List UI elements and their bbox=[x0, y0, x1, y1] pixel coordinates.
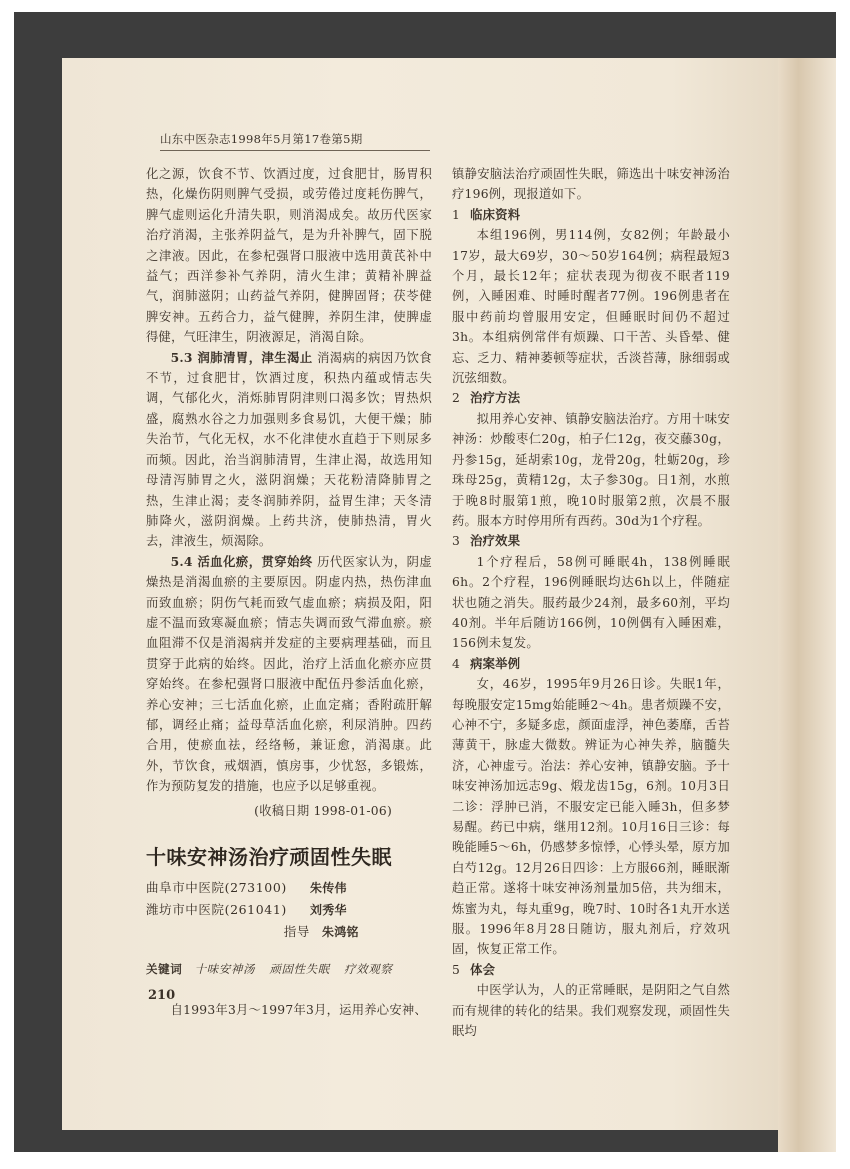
adviser-label: 指导 bbox=[283, 924, 310, 940]
keyword: 顽固性失眠 bbox=[269, 962, 330, 977]
author-name: 刘秀华 bbox=[310, 903, 347, 918]
adviser-line bbox=[146, 921, 432, 943]
left-column bbox=[146, 164, 432, 1020]
adviser-name: 朱鸿铭 bbox=[322, 925, 359, 940]
author-affiliation: 潍坊市中医院(261041) bbox=[146, 902, 287, 918]
section-5-body: 中医学认为，人的正常睡眠，是阴阳之气自然而有规律的转化的结果。我们观察发现，顽固性失眠均 bbox=[452, 983, 730, 1039]
section-title: 体会 bbox=[470, 961, 496, 977]
section-5-3-body: 消渴病的病因乃饮食不节，过食肥甘，饮酒过度，积热内蕴或情志失调，气郁化火，消烁肺胃阴津则口渴多饮；胃热炽盛，腐熟水谷之力加强则多食易饥，大便干燥；肺失治节，气化无权，水不化津使水直趋于下则尿多而频。因此，治当润肺清胃，生津止渴，故选用知母清泻肺胃之火，滋阴润燥；天花粉清降肺胃之热，生津止渴；麦冬润肺养阴，益胃生津；天冬清肺降火，滋阴润燥。上药共济，使肺热清，胃火去，津液生，烦渴除。 bbox=[146, 350, 432, 549]
keywords-label: 关键词 bbox=[146, 962, 183, 977]
author-line-1 bbox=[146, 877, 432, 899]
received-date: (收稿日期 1998-01-06) bbox=[254, 803, 392, 818]
section-5-3-heading: 5.3 润肺清胃，津生渴止 bbox=[170, 349, 313, 365]
section-number: 5 bbox=[452, 962, 461, 977]
author-affiliation: 曲阜市中医院(273100) bbox=[146, 880, 287, 896]
paragraph-spleen: 化之源，饮食不节、饮酒过度，过食肥甘，肠胃积热，化燥伤阴则脾气受损，或劳倦过度耗伤脾气，脾气虚则运化升清失职，则消渴成矣。故历代医家治疗消渴，主张养阴益气，是为升补脾气，固下脱之津液。因此，在参杞强肾口服液中选用黄芪补中益气；西洋参补气养阴，清火生津；黄精补脾益气，润肺滋阴；山药益气养阴，健脾固肾；茯苓健脾安神。五药合力，益气健脾，养阴生津，使脾虚得健，气旺津生，阴液源足，消渴自除。 bbox=[146, 167, 432, 345]
section-title: 临床资料 bbox=[470, 206, 521, 222]
page-number: 210 bbox=[148, 988, 176, 1003]
right-column bbox=[452, 164, 730, 1041]
article-title: 十味安神汤治疗顽固性失眠 bbox=[146, 845, 392, 869]
running-head: 山东中医杂志1998年5月第17卷第5期 bbox=[160, 131, 430, 151]
section-title: 治疗效果 bbox=[470, 533, 521, 549]
section-title: 治疗方法 bbox=[470, 390, 521, 406]
keyword: 十味安神汤 bbox=[194, 962, 256, 977]
section-2-heading bbox=[452, 388, 730, 408]
section-title: 病案举例 bbox=[470, 655, 521, 671]
section-3-body: 1个疗程后，58例可睡眠4h，138例睡眠6h。2个疗程，196例睡眠均达6h以上，伴随症状也随之消失。服药最少24剂，最多60剂，平均40剂。半年后随访166例，10例偶有入睡困难，156例未复发。 bbox=[452, 554, 730, 651]
section-number: 4 bbox=[452, 656, 461, 671]
section-5-heading bbox=[452, 960, 730, 980]
intro-paragraph: 自1993年3月～1997年3月，运用养心安神、 bbox=[170, 1002, 427, 1017]
adjacent-page-edge bbox=[778, 58, 836, 1152]
section-4-heading bbox=[452, 654, 730, 674]
author-line-2 bbox=[146, 899, 432, 921]
section-4-body: 女，46岁，1995年9月26日诊。失眠1年，每晚服安定15mg始能睡2～4h。患者烦躁不安，心神不宁，多疑多虑，颜面虚浮，神色萎靡，舌苔薄黄干，脉虚大微数。辨证为心神失养，脑髓失济，心神虚亏。治法：养心安神，镇静安脑。予十味安神汤加远志9g、煅龙齿15g，6剂。10月3日二诊：浮肿已消，不服安定已能入睡3h，但多梦易醒。药已中病，继用12剂。10月16日三诊：每晚能睡5～6h，仍感梦多惊悸，心悸头晕，原方加白芍12g。12月26日四诊：上方服66剂，睡眠渐趋正常。遂将十味安神汤剂量加5倍，共为细末，炼蜜为丸，每丸重9g，晚7时、10时各1丸开水送服。1996年8月28日随访，服丸剂后，疗效巩固，恢复正常工作。 bbox=[452, 677, 730, 957]
section-1-body: 本组196例，男114例，女82例；年龄最小17岁，最大69岁，30～50岁164例；病程最短3个月，最长12年；症状表现为彻夜不眠者119例，入睡困难、时睡时醒者77例。196例患者在服中药前均曾服用安定，但睡眠时间仍不超过3h。本组病例常伴有烦躁、口干苦、头昏晕、健忘、乏力、精神萎顿等症状，舌淡苔薄，脉细弱或沉弦细数。 bbox=[452, 228, 730, 386]
section-5-4 bbox=[146, 552, 432, 797]
section-number: 2 bbox=[452, 391, 461, 406]
section-1-heading bbox=[452, 205, 730, 225]
author-name: 朱传伟 bbox=[310, 881, 347, 896]
keywords-line bbox=[146, 959, 432, 979]
section-3-heading bbox=[452, 531, 730, 551]
section-5-3 bbox=[146, 348, 432, 552]
section-number: 3 bbox=[452, 534, 461, 549]
section-2-body: 拟用养心安神、镇静安脑法治疗。方用十味安神汤：炒酸枣仁20g，柏子仁12g，夜交藤30g，丹参15g，延胡索10g，龙骨20g，牡蛎20g，珍珠母25g，黄精12g，太子参30g。日1剂，水煎于晚8时服第1煎，晚10时服第2煎，次晨不服药。服本方时停用所有西药。30d为1个疗程。 bbox=[452, 411, 730, 528]
keyword: 疗效观察 bbox=[344, 962, 393, 977]
intro-continuation: 镇静安脑法治疗顽固性失眠，筛选出十味安神汤治疗196例，现报道如下。 bbox=[452, 167, 730, 202]
section-5-4-body: 历代医家认为，阴虚燥热是消渴血瘀的主要原因。阴虚内热，热伤津血而致血瘀；阴伤气耗而致气虚血瘀；病损及阳，阳虚不温而致寒凝血瘀；情志失调而致气滞血瘀。瘀血阻滞不仅是消渴病并发症的主要病理基础，而且贯穿于此病的始终。因此，治疗上活血化瘀亦应贯穿始终。在参杞强肾口服液中配伍丹参活血化瘀，养心安神；三七活血化瘀，止血定痛；香附疏肝解郁，调经止痛；益母草活血化瘀，利尿消肿。四药合用，使瘀血祛，经络畅，兼证愈，消渴康。此外，节饮食，戒烟酒，慎房事，少忧怒，多锻炼，作为预防复发的措施，也应予以足够重视。 bbox=[146, 554, 432, 794]
section-5-4-heading: 5.4 活血化瘀，贯穿始终 bbox=[170, 553, 313, 569]
section-number: 1 bbox=[452, 207, 461, 222]
